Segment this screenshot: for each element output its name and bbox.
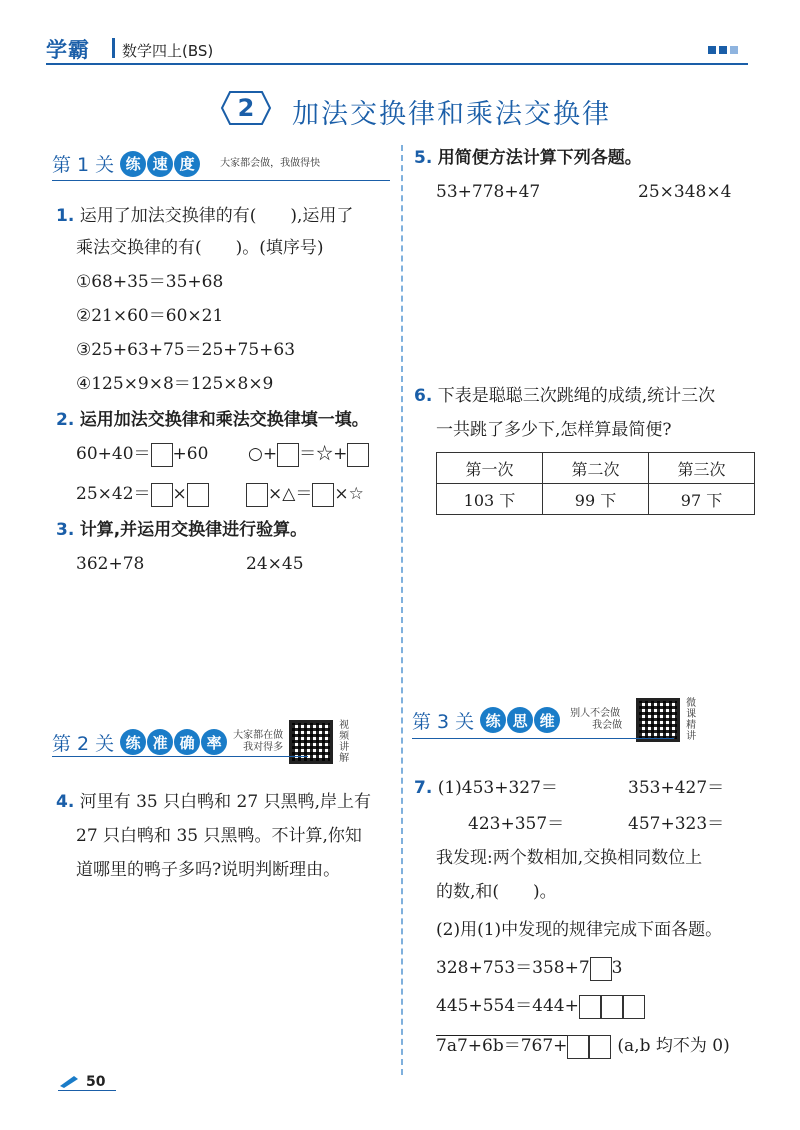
brand-divider [112, 38, 115, 58]
section-3-pill [480, 707, 560, 733]
q2-text: 运用加法交换律和乘法交换律填一填。 [79, 410, 369, 430]
q1-item-4: ④125×9×8＝125×8×9 [76, 374, 274, 394]
table-cell: 103 下 [437, 484, 543, 515]
section-2-tagline [233, 730, 283, 754]
q7-number: 7. [414, 778, 433, 798]
expr-text: ＝☆+ [299, 444, 348, 464]
table-cell: 99 下 [543, 484, 649, 515]
q2-row1a [76, 442, 208, 467]
table-header-cell: 第二次 [543, 453, 649, 484]
answer-box[interactable] [623, 995, 645, 1019]
answer-box[interactable] [589, 1035, 611, 1059]
section-2-banner [52, 720, 351, 764]
table-header-cell: 第一次 [437, 453, 543, 484]
q7-p1: (1)453+327＝ [437, 778, 558, 798]
page-number: 50 [86, 1074, 106, 1090]
q7-row-1 [436, 956, 622, 981]
q4-text-1: 河里有 35 只白鸭和 27 只黑鸭,岸上有 [79, 792, 371, 812]
q7-p2: 423+357＝ [468, 814, 565, 834]
pill-char: 练 [120, 729, 146, 755]
q2-row2a [76, 482, 209, 507]
section-1-rule [52, 180, 390, 181]
section-1-pill [120, 151, 200, 177]
q5-text: 用简便方法计算下列各题。 [437, 148, 642, 168]
section-3-tagline [570, 708, 622, 732]
pill-char: 率 [201, 729, 227, 755]
q1-text-1: 运用了加法交换律的有( ),运用了 [79, 206, 354, 226]
answer-box[interactable] [567, 1035, 589, 1059]
q7-row-2 [436, 994, 645, 1019]
tagline-line: 别人不会做 [570, 708, 621, 719]
answer-box[interactable] [590, 957, 612, 981]
pill-char: 速 [147, 151, 173, 177]
expr-text: ○+ [248, 444, 278, 464]
answer-box[interactable] [151, 443, 173, 467]
qr-caption: 视频讲解 [339, 720, 350, 764]
q1-item-3: ③25+63+75＝25+75+63 [76, 340, 296, 360]
q2-row1b [248, 442, 369, 467]
qr-code[interactable] [636, 698, 680, 742]
q7-row-3 [436, 1034, 730, 1059]
q5-number: 5. [414, 148, 433, 168]
q6-line2: 一共跳了多少下,怎样算最简便? [436, 420, 672, 440]
q3-text: 计算,并运用交换律进行验算。 [79, 520, 308, 540]
pill-char: 思 [507, 707, 533, 733]
pill-char: 度 [174, 151, 200, 177]
lesson-number: 2 [237, 94, 255, 122]
pill-char: 练 [480, 707, 506, 733]
answer-box[interactable] [579, 995, 601, 1019]
footer-rule [58, 1090, 116, 1091]
expr-text: 60+40＝ [76, 444, 151, 464]
q6-number: 6. [414, 386, 433, 406]
expr-text: 328+753＝358+7 [436, 958, 590, 978]
expr-text: 7a7+6b＝767+ [436, 1036, 568, 1056]
q3-expr-1: 362+78 [76, 554, 145, 574]
book-subtitle: 数学四上(BS) [122, 42, 214, 60]
q4-line2: 27 只白鸭和 35 只黑鸭。不计算,你知 [76, 826, 362, 846]
expr-text: ×☆ [334, 484, 364, 504]
tagline-line: 我会做 [592, 720, 623, 731]
answer-box[interactable] [277, 443, 299, 467]
q4-number: 4. [56, 792, 75, 812]
q4-line1 [56, 790, 371, 814]
answer-box[interactable] [312, 483, 334, 507]
section-3-label: 第 3 关 [412, 710, 475, 733]
pill-char: 练 [120, 151, 146, 177]
q6-line1 [414, 384, 715, 408]
page-title: 加法交换律和乘法交换律 [292, 99, 611, 130]
qr-caption: 微课精讲 [686, 698, 697, 742]
expr-text: 445+554＝444+ [436, 996, 579, 1016]
section-1-banner [52, 150, 320, 177]
q1-line2: 乘法交换律的有( )。(填序号) [76, 238, 324, 258]
table-header-row [437, 453, 755, 484]
answer-box[interactable] [151, 483, 173, 507]
q3-prompt [56, 518, 307, 542]
section-2-rule [52, 756, 308, 757]
header-decoration [708, 46, 738, 54]
section-1-label: 第 1 关 [52, 154, 115, 176]
q7-find-2: 的数,和( )。 [436, 882, 557, 902]
q2-row2b [246, 482, 364, 507]
q3-expr-2: 24×45 [246, 554, 304, 574]
header-rule [46, 63, 748, 65]
tagline-line: 我对得多 [243, 742, 284, 753]
expr-text: ×△＝ [268, 484, 313, 504]
answer-box[interactable] [347, 443, 369, 467]
jump-rope-table [436, 452, 755, 515]
q6-text-1: 下表是聪聪三次跳绳的成绩,统计三次 [437, 386, 716, 406]
q1-number: 1. [56, 206, 75, 226]
q4-line3: 道哪里的鸭子多吗?说明判断理由。 [76, 860, 341, 880]
q7-p1b: 353+427＝ [628, 778, 725, 798]
q2-number: 2. [56, 410, 75, 430]
answer-box[interactable] [601, 995, 623, 1019]
expr-text: +60 [172, 444, 209, 464]
table-cell: 97 下 [649, 484, 755, 515]
lesson-number-badge [220, 88, 272, 128]
expr-text: × [172, 484, 187, 504]
q7-part2: (2)用(1)中发现的规律完成下面各题。 [436, 920, 723, 940]
section-2-label: 第 2 关 [52, 732, 115, 755]
q7-find-1: 我发现:两个数相加,交换相同数位上 [436, 848, 703, 868]
pill-char: 维 [534, 707, 560, 733]
q2-prompt [56, 408, 369, 432]
q5-prompt [414, 146, 642, 170]
section-2-pill [120, 729, 227, 755]
table-header-cell: 第三次 [649, 453, 755, 484]
pill-char: 准 [147, 729, 173, 755]
answer-box[interactable] [246, 483, 268, 507]
expr-text: 3 [611, 958, 623, 978]
column-divider [401, 145, 403, 1075]
qr-code[interactable] [289, 720, 333, 764]
section-3-banner [412, 698, 698, 742]
brand-logo: 学霸 [46, 38, 90, 62]
q5-expr-1: 53+778+47 [436, 182, 541, 202]
pencil-icon [58, 1074, 80, 1088]
section-1-tagline: 大家都会做，我做得快 [220, 157, 321, 169]
section-3-rule [412, 738, 674, 739]
tagline-line: 大家都在做 [233, 730, 284, 741]
q7-p2b: 457+323＝ [628, 814, 725, 834]
pill-char: 确 [174, 729, 200, 755]
q3-number: 3. [56, 520, 75, 540]
q5-expr-2: 25×348×4 [638, 182, 732, 202]
q1-item-1: ①68+35＝35+68 [76, 272, 224, 292]
q7-line1 [414, 776, 558, 800]
answer-box[interactable] [187, 483, 209, 507]
expr-text: 25×42＝ [76, 484, 151, 504]
expr-note: (a,b 均不为 0) [617, 1036, 730, 1056]
q1-item-2: ②21×60＝60×21 [76, 306, 224, 326]
q1-line1 [56, 204, 353, 228]
table-row [437, 484, 755, 515]
